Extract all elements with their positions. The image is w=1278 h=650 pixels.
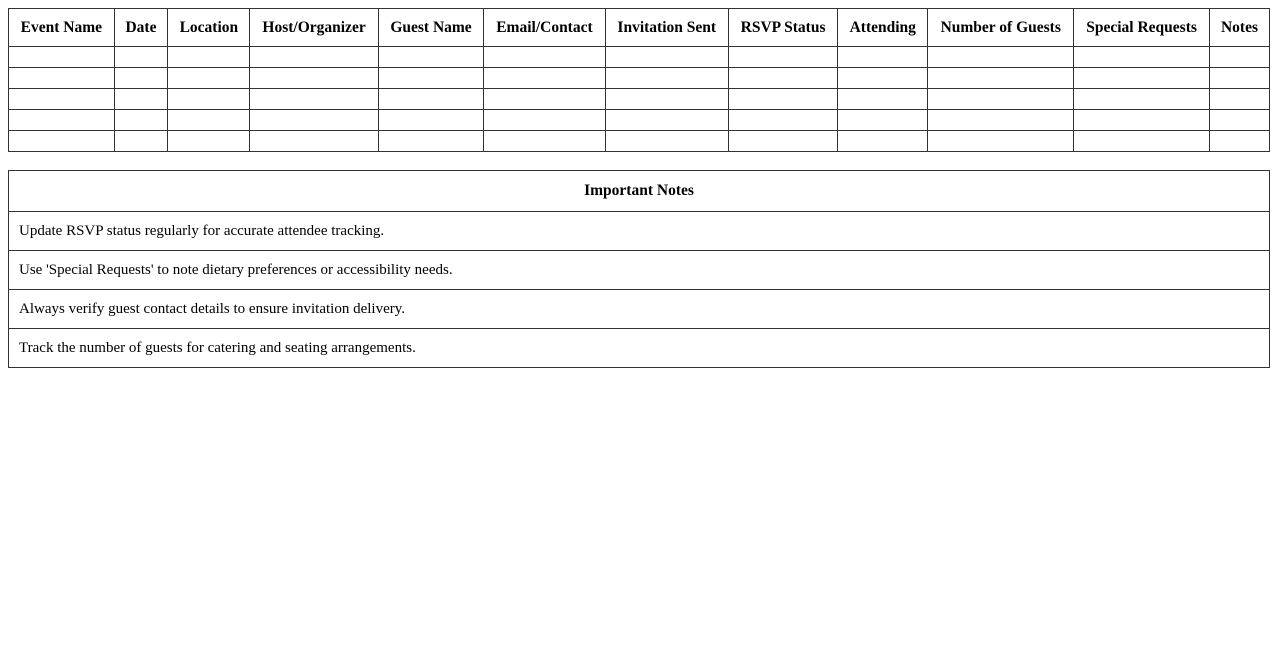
table-cell[interactable] xyxy=(838,68,928,89)
col-header-invitation-sent: Invitation Sent xyxy=(605,9,728,47)
note-item: Use 'Special Requests' to note dietary preferences or accessibility needs. xyxy=(9,251,1270,290)
table-cell[interactable] xyxy=(484,47,605,68)
table-cell[interactable] xyxy=(9,110,115,131)
notes-header-row xyxy=(9,171,1270,212)
table-cell[interactable] xyxy=(250,68,378,89)
header-row xyxy=(9,9,1270,47)
table-cell[interactable] xyxy=(1074,68,1210,89)
table-cell[interactable] xyxy=(168,89,250,110)
notes-body xyxy=(9,212,1270,368)
col-header-special-requests: Special Requests xyxy=(1074,9,1210,47)
table-cell[interactable] xyxy=(605,68,728,89)
table-cell[interactable] xyxy=(928,131,1074,152)
table-cell[interactable] xyxy=(838,131,928,152)
table-cell[interactable] xyxy=(484,68,605,89)
table-cell[interactable] xyxy=(605,89,728,110)
notes-title: Important Notes xyxy=(9,171,1270,212)
note-item: Track the number of guests for catering and seating arrangements. xyxy=(9,329,1270,368)
table-row xyxy=(9,68,1270,89)
notes-header xyxy=(9,171,1270,212)
table-cell[interactable] xyxy=(168,131,250,152)
table-cell[interactable] xyxy=(168,68,250,89)
table-cell[interactable] xyxy=(1210,89,1270,110)
col-header-rsvp-status: RSVP Status xyxy=(728,9,837,47)
table-cell[interactable] xyxy=(114,110,168,131)
table-cell[interactable] xyxy=(484,110,605,131)
table-cell[interactable] xyxy=(114,131,168,152)
note-row xyxy=(9,290,1270,329)
table-row xyxy=(9,89,1270,110)
table-cell[interactable] xyxy=(1210,47,1270,68)
table-cell[interactable] xyxy=(928,89,1074,110)
table-cell[interactable] xyxy=(114,47,168,68)
note-item: Update RSVP status regularly for accurate attendee tracking. xyxy=(9,212,1270,251)
table-row xyxy=(9,131,1270,152)
table-cell[interactable] xyxy=(728,89,837,110)
table-cell[interactable] xyxy=(9,89,115,110)
table-cell[interactable] xyxy=(605,131,728,152)
table-cell[interactable] xyxy=(378,110,484,131)
col-header-event-name: Event Name xyxy=(9,9,115,47)
table-cell[interactable] xyxy=(1074,89,1210,110)
table-cell[interactable] xyxy=(250,131,378,152)
table-cell[interactable] xyxy=(9,47,115,68)
table-cell[interactable] xyxy=(250,47,378,68)
table-cell[interactable] xyxy=(114,68,168,89)
col-header-date: Date xyxy=(114,9,168,47)
table-cell[interactable] xyxy=(378,47,484,68)
note-item: Always verify guest contact details to ensure invitation delivery. xyxy=(9,290,1270,329)
table-cell[interactable] xyxy=(484,131,605,152)
col-header-host-organizer: Host/Organizer xyxy=(250,9,378,47)
table-cell[interactable] xyxy=(168,110,250,131)
table-cell[interactable] xyxy=(838,110,928,131)
table-cell[interactable] xyxy=(838,47,928,68)
note-row xyxy=(9,329,1270,368)
table-cell[interactable] xyxy=(250,110,378,131)
table-cell[interactable] xyxy=(378,131,484,152)
table-cell[interactable] xyxy=(928,110,1074,131)
table-row xyxy=(9,110,1270,131)
important-notes-table xyxy=(8,170,1270,368)
table-cell[interactable] xyxy=(605,47,728,68)
table-cell[interactable] xyxy=(928,68,1074,89)
col-header-guest-name: Guest Name xyxy=(378,9,484,47)
table-cell[interactable] xyxy=(838,89,928,110)
table-cell[interactable] xyxy=(378,68,484,89)
rsvp-tracker-table xyxy=(8,8,1270,152)
note-row xyxy=(9,251,1270,290)
tracker-body xyxy=(9,47,1270,152)
col-header-email-contact: Email/Contact xyxy=(484,9,605,47)
table-cell[interactable] xyxy=(250,89,378,110)
table-cell[interactable] xyxy=(114,89,168,110)
table-cell[interactable] xyxy=(168,47,250,68)
col-header-location: Location xyxy=(168,9,250,47)
col-header-attending: Attending xyxy=(838,9,928,47)
table-cell[interactable] xyxy=(1074,110,1210,131)
table-cell[interactable] xyxy=(728,68,837,89)
table-cell[interactable] xyxy=(728,110,837,131)
table-cell[interactable] xyxy=(605,110,728,131)
table-cell[interactable] xyxy=(484,89,605,110)
table-cell[interactable] xyxy=(378,89,484,110)
table-row xyxy=(9,47,1270,68)
tracker-header xyxy=(9,9,1270,47)
table-cell[interactable] xyxy=(1210,68,1270,89)
table-cell[interactable] xyxy=(1210,110,1270,131)
table-cell[interactable] xyxy=(928,47,1074,68)
table-cell[interactable] xyxy=(9,68,115,89)
table-cell[interactable] xyxy=(728,131,837,152)
col-header-notes: Notes xyxy=(1210,9,1270,47)
col-header-number-of-guests: Number of Guests xyxy=(928,9,1074,47)
table-cell[interactable] xyxy=(1210,131,1270,152)
table-cell[interactable] xyxy=(728,47,837,68)
note-row xyxy=(9,212,1270,251)
table-cell[interactable] xyxy=(1074,131,1210,152)
table-cell[interactable] xyxy=(1074,47,1210,68)
table-cell[interactable] xyxy=(9,131,115,152)
